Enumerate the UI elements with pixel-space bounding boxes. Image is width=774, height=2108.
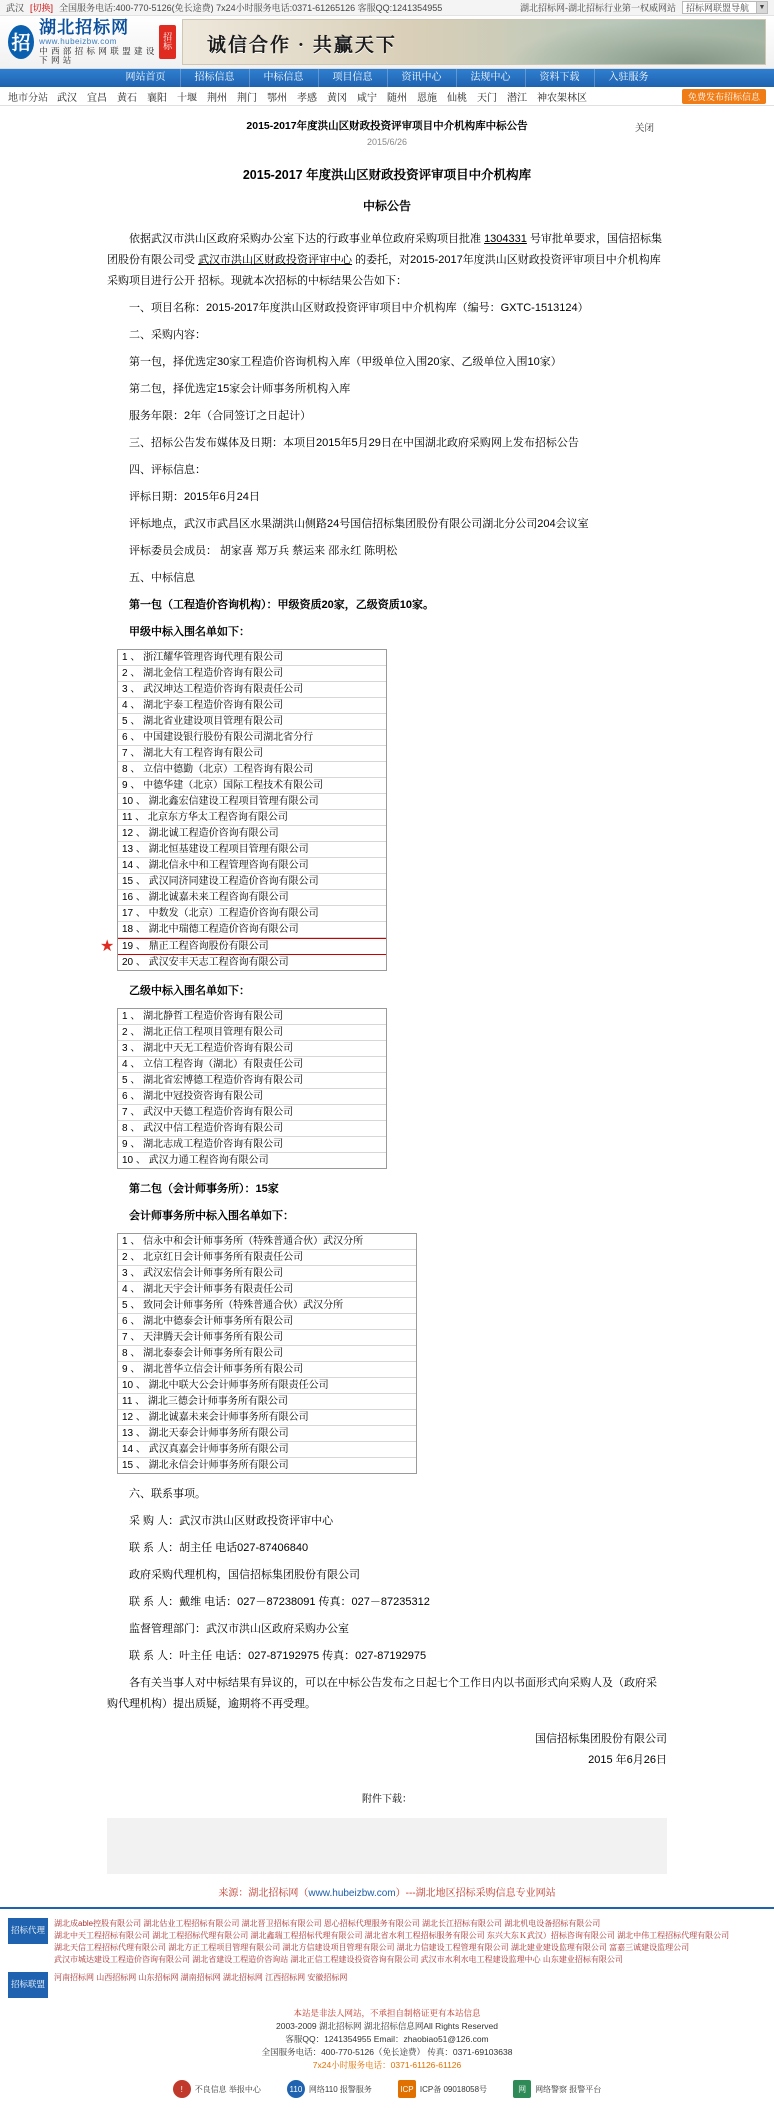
section-3: 三、招标公告发布媒体及日期：本项目2015年5月29日在中国湖北政府采购网上发布招标公告: [129, 437, 579, 449]
footer-badges: [0, 2080, 774, 2098]
city-item-7[interactable]: 鄂州: [267, 92, 287, 104]
city-item-0[interactable]: 武汉: [57, 92, 77, 104]
section-6: 六、联系事项。: [129, 1488, 206, 1500]
footer-alliance-links[interactable]: 河南招标网 山西招标网 山东招标网 湖南招标网 湖北招标网 江西招标网 安徽招标网: [54, 1973, 348, 1982]
chevron-down-icon[interactable]: ▼: [756, 2, 767, 13]
list-item: 14 、 武汉真嘉会计师事务所有限公司: [118, 1442, 416, 1458]
section-2: 二、采购内容：: [129, 329, 206, 341]
accounting-label: 会计师事务所中标入围名单如下：: [129, 1210, 294, 1222]
list-item: 9 、 湖北志成工程造价咨询有限公司: [118, 1137, 386, 1153]
footer-tel: 全国服务电话：400-770-5126（免长途费） 传真：0371-69103638: [261, 2047, 513, 2057]
section-2-c: 服务年限：2年（合同签订之日起计）: [129, 410, 312, 422]
list-item: 15 、 武汉同济同建设工程造价咨询有限公司: [118, 874, 386, 890]
list-item: 11 、 湖北三德会计师事务所有限公司: [118, 1394, 416, 1410]
article-body: [100, 165, 667, 1810]
list-item: 9 、 中德华建（北京）国际工程技术有限公司: [118, 778, 386, 794]
footer-copyright: 2003-2009 湖北招标网 湖北招标信息网All Rights Reserved: [275, 2021, 498, 2031]
footer-notice: 本站是非法人网站，不承担自制格证更有本站信息: [293, 2008, 481, 2018]
section-4-a: 评标日期：2015年6月24日: [129, 491, 260, 503]
nav-item-downloads[interactable]: 资料下载: [526, 69, 595, 87]
objection-notice: 各有关当事人对中标结果有异议的，可以在中标公告发布之日起七个工作日内以书面形式向采购人及（政府采购代理机构）提出质疑，逾期将不再受理。: [107, 1677, 657, 1710]
section-4-b: 评标地点，武汉市武昌区水果湖洪山侧路24号国信招标集团股份有限公司湖北分公司204会议室: [129, 518, 589, 530]
package-1-title: 第一包（工程造价咨询机构）：甲级资质20家，乙级资质10家。: [129, 599, 434, 611]
badge-label: 网络110 报警服务: [308, 2084, 372, 2094]
city-item-5[interactable]: 荆州: [207, 92, 227, 104]
alliance-nav-value: 招标网联盟导航: [686, 3, 750, 13]
footer-alliance-row: [0, 1969, 774, 2001]
attachment-area: [107, 1818, 667, 1874]
section-5: 五、中标信息: [129, 572, 195, 584]
logo-subtitle: 中 西 部 招 标 网 联 盟 建 设 下 网 站: [39, 45, 155, 66]
city-item-9[interactable]: 黄冈: [327, 92, 347, 104]
city-item-3[interactable]: 襄阳: [147, 92, 167, 104]
list-item: 11 、 北京东方华太工程咨询有限公司: [118, 810, 386, 826]
badge-label: 不良信息 举报中心: [194, 2084, 261, 2094]
list-item: 10 、 湖北中联大公会计师事务所有限责任公司: [118, 1378, 416, 1394]
city-nav-label: 地市分站: [8, 92, 48, 104]
logo-title: 湖北招标网: [39, 17, 130, 37]
attachment-label: 附件下载：: [362, 1794, 412, 1805]
list-item: 16 、 湖北诚嘉未来工程咨询有限公司: [118, 890, 386, 906]
approval-number-link[interactable]: 1304331: [484, 233, 527, 245]
alliance-nav-select[interactable]: [682, 1, 768, 14]
city-nav: [0, 87, 774, 106]
logo-icon: 招: [8, 25, 34, 59]
list-item: 4 、 湖北宇泰工程造价咨询有限公司: [118, 698, 386, 714]
list-item: 17 、 中数发（北京）工程造价咨询有限公司: [118, 906, 386, 922]
article-subtitle: 中标公告: [362, 199, 411, 213]
list-item: 4 、 立信工程咨询（湖北）有限责任公司: [118, 1057, 386, 1073]
intro-part-c: 的委托，对2015-2017年度洪山区财政投资评审项目中介机构库采购项目进行公开 招标。现就本次招标的中标结果公告如下：: [107, 254, 661, 287]
signature-block: [107, 1729, 667, 1771]
list-item: 1 、 浙江耀华管理咨询代理有限公司: [118, 650, 386, 666]
badge-icp[interactable]: [398, 2080, 487, 2098]
source-link[interactable]: www.hubeizbw.com: [308, 1888, 396, 1899]
badge-report-center[interactable]: [173, 2080, 261, 2098]
banner-badge: 招标: [159, 25, 176, 59]
city-item-16[interactable]: 神农架林区: [537, 92, 587, 104]
section-2-b: 第二包，择优选定15家会计师事务所机构入库: [129, 383, 351, 395]
city-item-14[interactable]: 天门: [477, 92, 497, 104]
intro-part-a: 依据武汉市洪山区政府采购办公室下达的行政事业单位政府采购项目批准: [129, 233, 481, 245]
city-item-10[interactable]: 咸宁: [357, 92, 377, 104]
contact-purchaser-person: 联 系 人：胡主任 电话027-87406840: [129, 1542, 309, 1554]
publish-tender-button[interactable]: 免费发布招标信息: [682, 89, 766, 104]
footer-tag-alliance: 招标联盟: [8, 1972, 48, 1998]
list-item-label: 19 、 鼎正工程咨询股份有限公司: [122, 941, 269, 952]
topbar-switch-city[interactable]: [切换]: [30, 3, 54, 13]
list-item: 14 、 湖北信永中和工程管理咨询有限公司: [118, 858, 386, 874]
close-button[interactable]: 关闭: [634, 123, 654, 134]
footer-qq: 客服QQ：1241354955 Email：zhaobiao51@126.com: [285, 2034, 489, 2044]
city-item-6[interactable]: 荆门: [237, 92, 257, 104]
logo-url: www.hubeizbw.com: [39, 37, 117, 47]
footer-link-line[interactable]: 湖北中天工程招标有限公司 湖北工程招标代理有限公司 湖北鑫瑞工程招标代理有限公司 湖北省水利工程招标服务有限公司 东兴大东Ｋ武汉）招标咨询有限公司 湖北中伟工程招标代理有限公司: [54, 1931, 730, 1940]
city-item-2[interactable]: 黄石: [117, 92, 137, 104]
main-nav: [0, 69, 774, 87]
grade-b-list: [117, 1008, 387, 1169]
list-item: 8 、 湖北泰泰会计师事务所有限公司: [118, 1346, 416, 1362]
list-item: 3 、 湖北中天无工程造价咨询有限公司: [118, 1041, 386, 1057]
article-intro: [107, 229, 667, 292]
page-title: 2015-2017年度洪山区财政投资评审项目中介机构库中标公告: [246, 120, 528, 132]
footer-agency-row: [0, 1915, 774, 1969]
city-item-15[interactable]: 潜江: [507, 92, 527, 104]
city-item-11[interactable]: 随州: [387, 92, 407, 104]
grade-b-label: 乙级中标入围名单如下：: [129, 985, 250, 997]
list-item: 7 、 湖北大有工程咨询有限公司: [118, 746, 386, 762]
nav-item-news[interactable]: 资讯中心: [388, 69, 457, 87]
list-item: 13 、 湖北恒基建设工程项目管理有限公司: [118, 842, 386, 858]
nav-item-home[interactable]: 网站首页: [112, 69, 181, 87]
list-item: 6 、 湖北中冠投资咨询有限公司: [118, 1089, 386, 1105]
package-2-title: 第二包（会计师事务所）：15家: [129, 1183, 279, 1195]
list-item: 5 、 湖北省宏博德工程造价咨询有限公司: [118, 1073, 386, 1089]
nav-item-tender-info[interactable]: 招标信息: [181, 69, 250, 87]
city-item-13[interactable]: 仙桃: [447, 92, 467, 104]
footer-link-line[interactable]: 武汉市城达建设工程造价咨询有限公司 湖北省建设工程造价咨询站 湖北正信工程建设投资咨询有限公司 武汉市水利水电工程建设监理中心 山东建业招标有限公司: [54, 1955, 623, 1964]
logo-text: [39, 18, 155, 66]
site-banner: [0, 16, 774, 69]
topbar-city[interactable]: 武汉: [6, 3, 25, 13]
list-item: 2 、 湖北正信工程项目管理有限公司: [118, 1025, 386, 1041]
banner-landscape-icon: [505, 18, 765, 64]
list-item: 1 、 湖北静哲工程造价咨询有限公司: [118, 1009, 386, 1025]
list-item: 1 、 信永中和会计师事务所（特殊普通合伙）武汉分所: [118, 1234, 416, 1250]
nav-item-project-info[interactable]: 项目信息: [319, 69, 388, 87]
list-item: 7 、 武汉中天德工程造价咨询有限公司: [118, 1105, 386, 1121]
section-4: 四、评标信息：: [129, 464, 206, 476]
list-item: 10 、 武汉力通工程咨询有限公司: [122, 1155, 269, 1166]
police-icon: 110: [287, 2080, 305, 2098]
contact-supervisor-person: 联 系 人：叶主任 电话：027-87192975 传真：027-87192975: [129, 1650, 427, 1662]
signature-org: 国信招标集团股份有限公司: [535, 1733, 667, 1745]
footer-link-line[interactable]: 湖北成able控股有限公司 湖北估业工程招标有限公司 湖北晋卫招标有限公司 恩心招标代理服务有限公司 湖北长江招标有限公司 湖北机电设备招标有限公司: [54, 1919, 601, 1928]
city-item-1[interactable]: 宜昌: [87, 92, 107, 104]
article-title: 2015-2017 年度洪山区财政投资评审项目中介机构库: [242, 168, 532, 182]
contact-agency-person: 联 系 人：戴维 电话：027－87238091 传真：027－87235312: [129, 1596, 430, 1608]
badge-label: ICP备 09018058号: [419, 2084, 488, 2094]
topbar-hotline: 全国服务电话:400-770-5126(免长途费) 7x24小时服务电话:0371-61265126 客服QQ:1241354955: [59, 3, 443, 13]
source-prefix: 来源：湖北招标网（: [218, 1888, 309, 1899]
signature-date: 2015 年6月26日: [588, 1754, 667, 1766]
topbar-slogan: 湖北招标网-湖北招标行业第一权威网站: [520, 3, 676, 13]
footer-agency-links: [54, 1918, 766, 1966]
list-item: 10 、 湖北鑫宏信建设工程项目管理有限公司: [118, 794, 386, 810]
section-1: 一、项目名称：2015-2017年度洪山区财政投资评审项目中介机构库（编号：GXTC-1513124）: [129, 302, 589, 314]
list-item: 6 、 中国建设银行股份有限公司湖北省分行: [118, 730, 386, 746]
list-item-highlighted: [100, 938, 386, 955]
footer-center: [0, 2007, 774, 2072]
footer-tel-24h: 7x24小时服务电话：0371-61126-61126: [312, 2060, 462, 2070]
list-item: 12 、 湖北诚工程造价咨询有限公司: [118, 826, 386, 842]
shield-icon: !: [173, 2080, 191, 2098]
list-item: 6 、 湖北中德泰会计师事务所有限公司: [118, 1314, 416, 1330]
list-item: 3 、 武汉宏信会计师事务所有限公司: [118, 1266, 416, 1282]
contact-supervisor: 监督管理部门：武汉市洪山区政府采购办公室: [129, 1623, 349, 1635]
list-item: 20 、 武汉安丰天志工程咨询有限公司: [122, 957, 289, 968]
banner-ad-text: 诚信合作 · 共赢天下: [207, 35, 397, 56]
list-item: 5 、 致同会计师事务所（特殊普通合伙）武汉分所: [118, 1298, 416, 1314]
section-2-a: 第一包，择优选定30家工程造价咨询机构入库（甲级单位入围20家、乙级单位入围10家）: [129, 356, 562, 368]
contact-agency: 政府采购代理机构，国信招标集团股份有限公司: [129, 1569, 360, 1581]
nav-item-award-info[interactable]: 中标信息: [250, 69, 319, 87]
accounting-list: [117, 1233, 417, 1474]
city-item-8[interactable]: 孝感: [297, 92, 317, 104]
grade-a-list: [100, 649, 387, 971]
site-logo[interactable]: [8, 18, 176, 66]
star-icon: ★: [100, 938, 115, 955]
list-item: 5 、 湖北省业建设项目管理有限公司: [118, 714, 386, 730]
report-icon: 网: [513, 2080, 531, 2098]
list-item: 2 、 湖北金信工程造价咨询有限公司: [118, 666, 386, 682]
list-item: 2 、 北京红日会计师事务所有限责任公司: [118, 1250, 416, 1266]
badge-cyber-police[interactable]: [513, 2080, 601, 2098]
page-date: 2015/6/26: [366, 137, 408, 147]
list-item: 18 、 湖北中瑞德工程造价咨询有限公司: [118, 922, 386, 938]
list-item: 3 、 武汉坤达工程造价咨询有限责任公司: [118, 682, 386, 698]
contact-purchaser: 采 购 人：武汉市洪山区财政投资评审中心: [129, 1515, 334, 1527]
grade-a-label: 甲级中标入围名单如下：: [129, 626, 250, 638]
section-4-c: 评标委员会成员： 胡家喜 郑万兵 蔡运来 邵永红 陈明松: [129, 545, 398, 557]
city-item-4[interactable]: 十堰: [177, 92, 197, 104]
footer-link-line[interactable]: 湖北天信工程招标代理有限公司 湖北方正工程项目管理有限公司 湖北方信建设项目管理有限公司 湖北力信建设工程管理有限公司 湖北建业建设监理有限公司 富嘉三诚建设监理公司: [54, 1943, 690, 1952]
list-item: 7 、 天津腾天会计师事务所有限公司: [118, 1330, 416, 1346]
badge-police-110[interactable]: [287, 2080, 372, 2098]
list-item: 13 、 湖北天泰会计师事务所有限公司: [118, 1426, 416, 1442]
nav-item-regulations[interactable]: 法规中心: [457, 69, 526, 87]
site-footer: [0, 1907, 774, 2108]
banner-ad[interactable]: [182, 19, 766, 65]
purchaser-name: 武汉市洪山区财政投资评审中心: [198, 254, 353, 266]
list-item: 4 、 湖北天宇会计师事务有限责任公司: [118, 1282, 416, 1298]
top-bar: [0, 0, 774, 16]
badge-label: 网络警察 报警平台: [535, 2084, 602, 2094]
city-item-12[interactable]: 恩施: [417, 92, 437, 104]
intro-part-b: 号审批单要求，国信招标集团股份有限公司受: [107, 233, 662, 266]
source-suffix: ）---湖北地区招标采购信息专业网站: [395, 1888, 556, 1899]
source-note: [0, 1874, 774, 1907]
icp-icon: ICP: [398, 2080, 416, 2098]
list-item: 12 、 湖北诚嘉未来会计师事务所有限公司: [118, 1410, 416, 1426]
list-item: 8 、 立信中德勤（北京）工程咨询有限公司: [118, 762, 386, 778]
list-item: 15 、 湖北永信会计师事务所有限公司: [122, 1460, 289, 1471]
list-item: 9 、 湖北普华立信会计师事务所有限公司: [118, 1362, 416, 1378]
list-item: 8 、 武汉中信工程造价咨询有限公司: [118, 1121, 386, 1137]
nav-item-join[interactable]: 入驻服务: [608, 72, 649, 83]
footer-tag-agency: 招标代理: [8, 1918, 48, 1944]
page-header: [0, 106, 774, 149]
